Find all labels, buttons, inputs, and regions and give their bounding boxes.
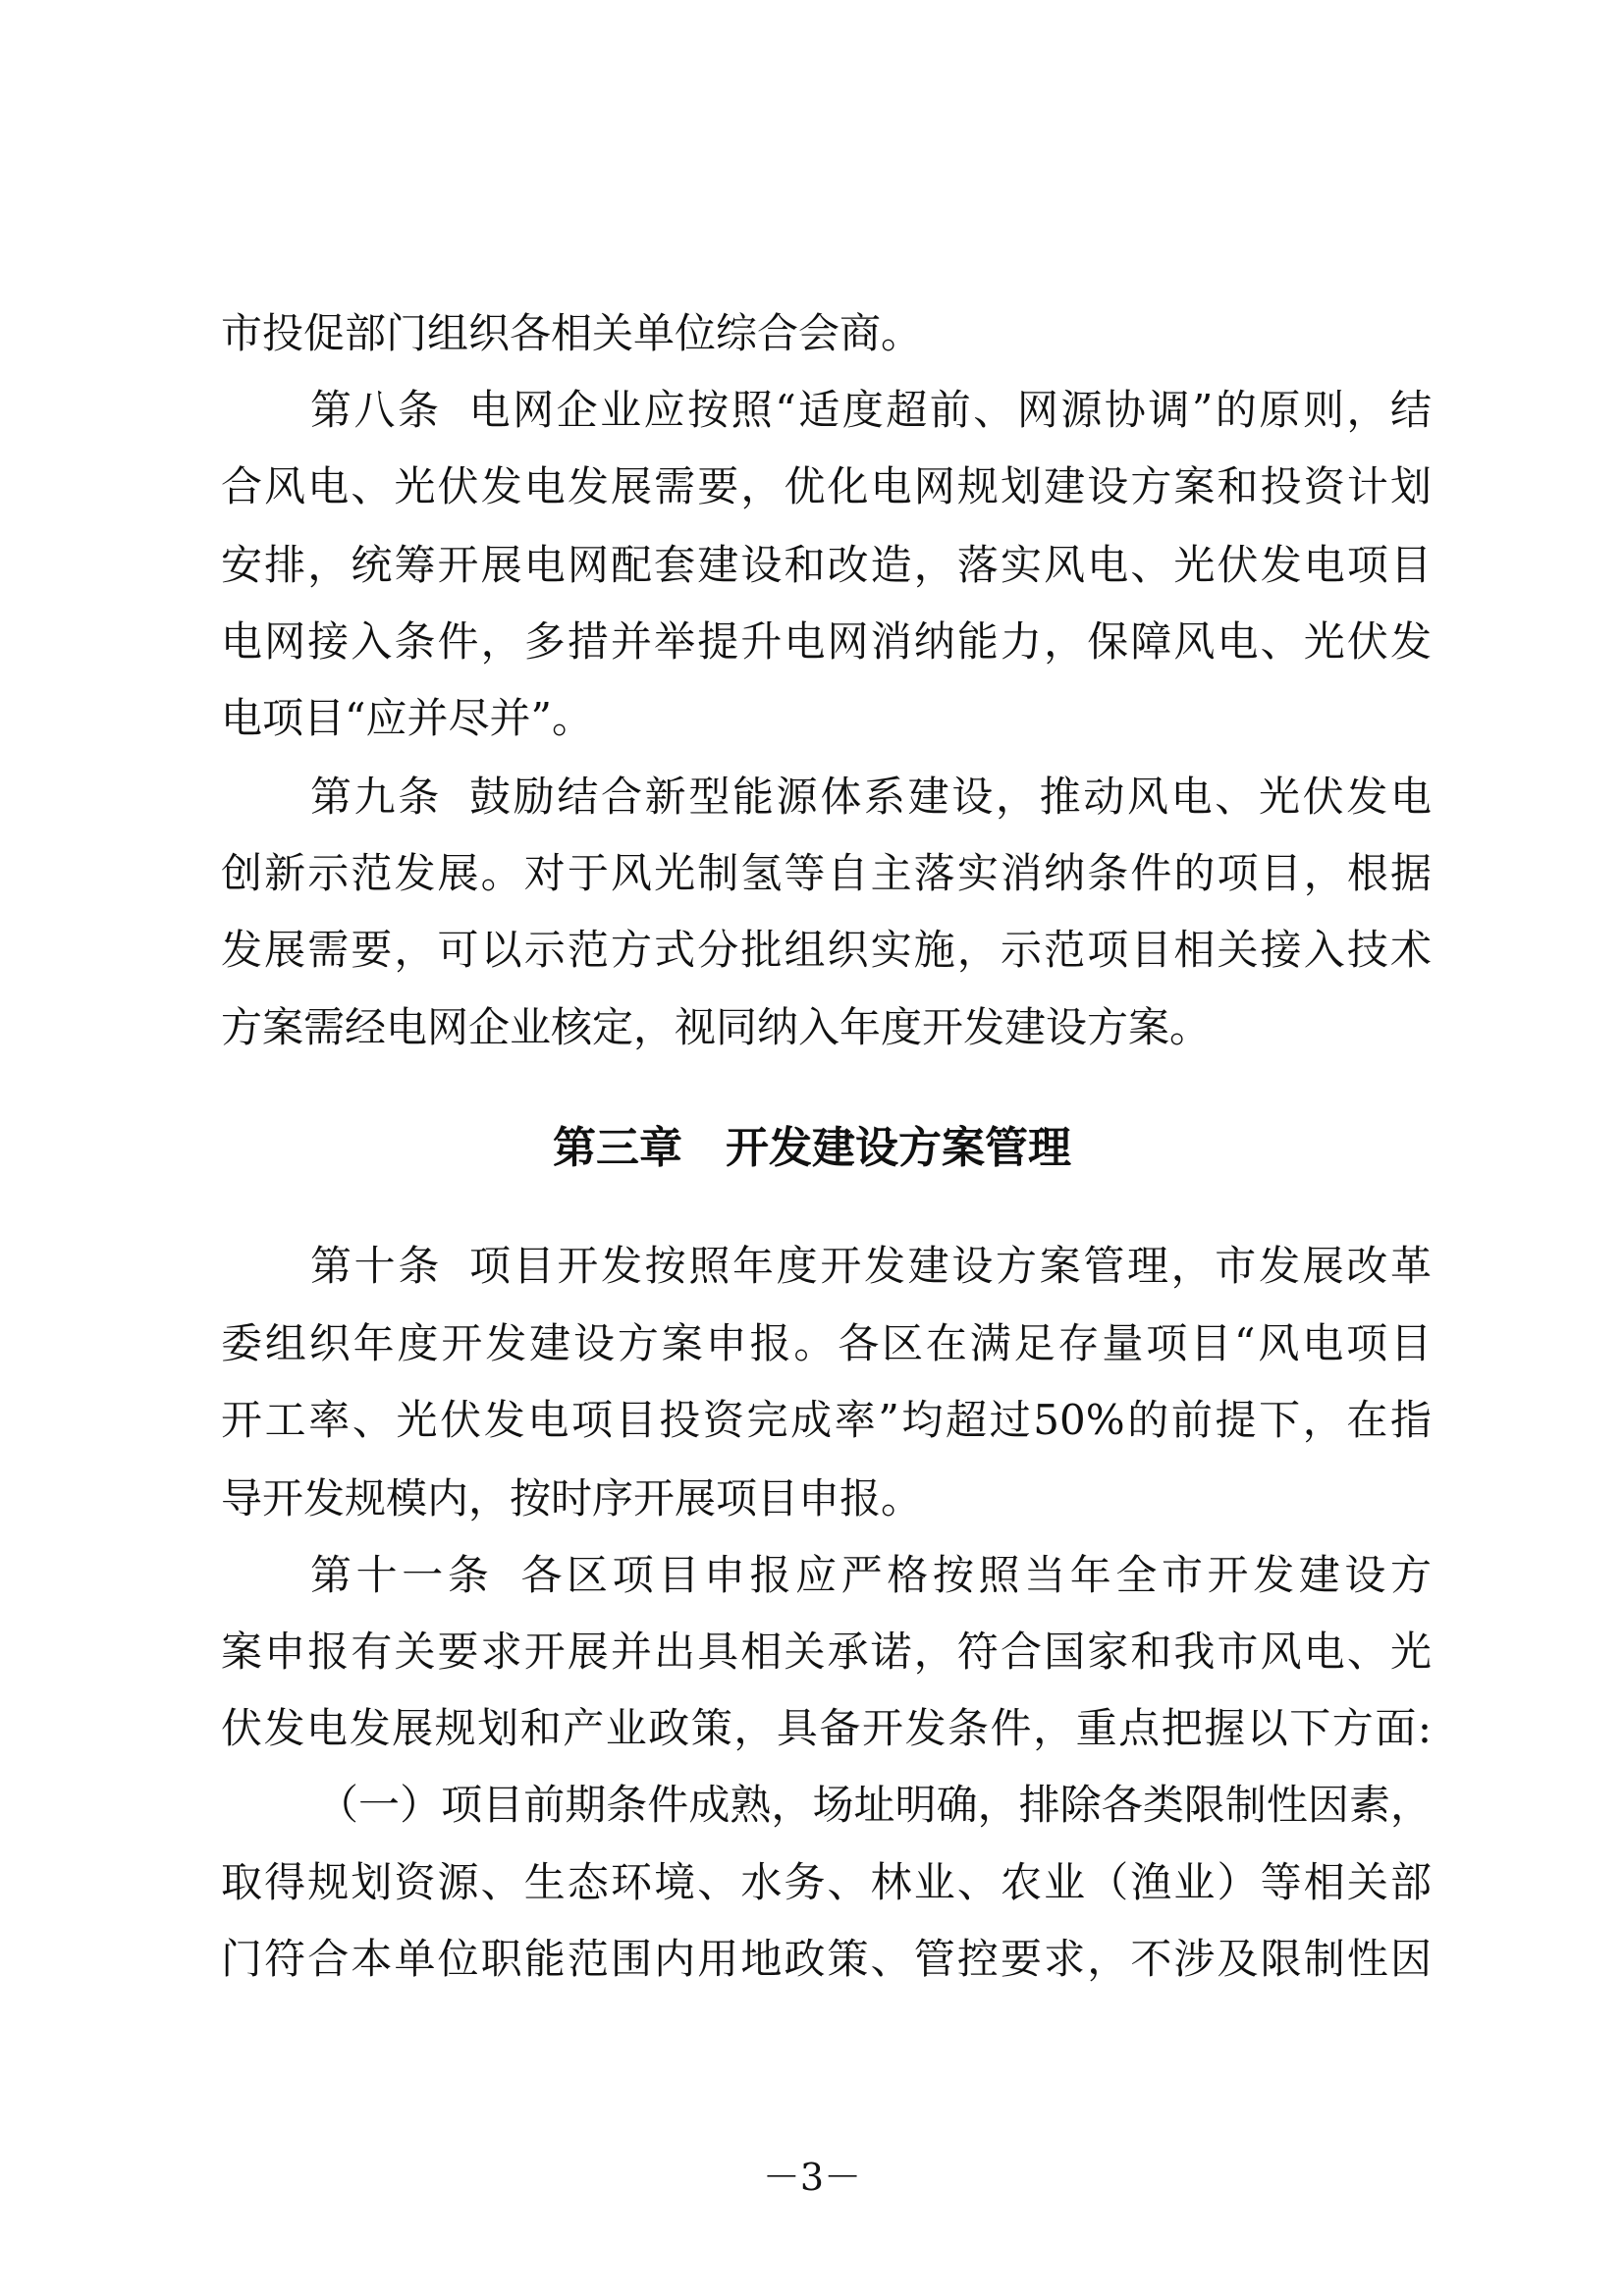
text-line: 伏发电发展规划和产业政策，具备开发条件，重点把握以下方面: <box>221 1704 1432 1752</box>
article-10-first-line <box>310 1241 1432 1292</box>
text-line: 项目开发按照年度开发建设方案管理，市发展改革 <box>469 1242 1432 1290</box>
article-label: 第十一条 <box>310 1551 494 1599</box>
article-label: 第十条 <box>310 1242 442 1290</box>
article-9-first-line <box>310 772 1432 823</box>
article-8-first-line <box>310 385 1432 436</box>
text-line: 开工率、光伏发电项目投资完成率”均超过50%的前提下，在指 <box>221 1396 1432 1444</box>
text-line: 各区项目申报应严格按照当年全市开发建设方 <box>520 1551 1432 1599</box>
page-number: －3－ <box>762 2156 862 2199</box>
text-line: 案申报有关要求开展并出具相关承诺，符合国家和我市风电、光 <box>221 1628 1432 1676</box>
text-line: 电网企业应按照“适度超前、网源协调”的原则，结 <box>468 386 1432 434</box>
article-label: 第八条 <box>310 386 442 434</box>
text-line: 市投促部门组织各相关单位综合会商。 <box>221 309 923 357</box>
text-line: 安排，统筹开展电网配套建设和改造，落实风电、光伏发电项目 <box>221 541 1432 589</box>
text-line: 取得规划资源、生态环境、水务、林业、农业（渔业）等相关部 <box>221 1858 1432 1906</box>
text-line: 发展需要，可以示范方式分批组织实施，示范项目相关接入技术 <box>221 926 1432 974</box>
text-line: 导开发规模内，按时序开展项目申报。 <box>221 1474 923 1522</box>
text-line: 方案需经电网企业核定，视同纳入年度开发建设方案。 <box>221 1003 1212 1051</box>
text-line: 创新示范发展。对于风光制氢等自主落实消纳条件的项目，根据 <box>221 849 1432 897</box>
text-line: （一）项目前期条件成熟，场址明确，排除各类限制性因素， <box>317 1781 1432 1829</box>
article-label: 第九条 <box>310 773 442 821</box>
text-line: 委组织年度开发建设方案申报。各区在满足存量项目“风电项目 <box>221 1319 1432 1367</box>
text-line: 合风电、光伏发电发展需要，优化电网规划建设方案和投资计划 <box>221 462 1432 510</box>
text-line: 电项目“应并尽并”。 <box>221 694 593 742</box>
article-11-first-line <box>310 1550 1432 1601</box>
text-line: 鼓励结合新型能源体系建设，推动风电、光伏发电 <box>469 773 1432 821</box>
text-line: 电网接入条件，多措并举提升电网消纳能力，保障风电、光伏发 <box>221 617 1432 666</box>
text-line: 门符合本单位职能范围内用地政策、管控要求，不涉及限制性因 <box>221 1935 1432 1983</box>
chapter-heading: 第三章 开发建设方案管理 <box>553 1123 1071 1173</box>
